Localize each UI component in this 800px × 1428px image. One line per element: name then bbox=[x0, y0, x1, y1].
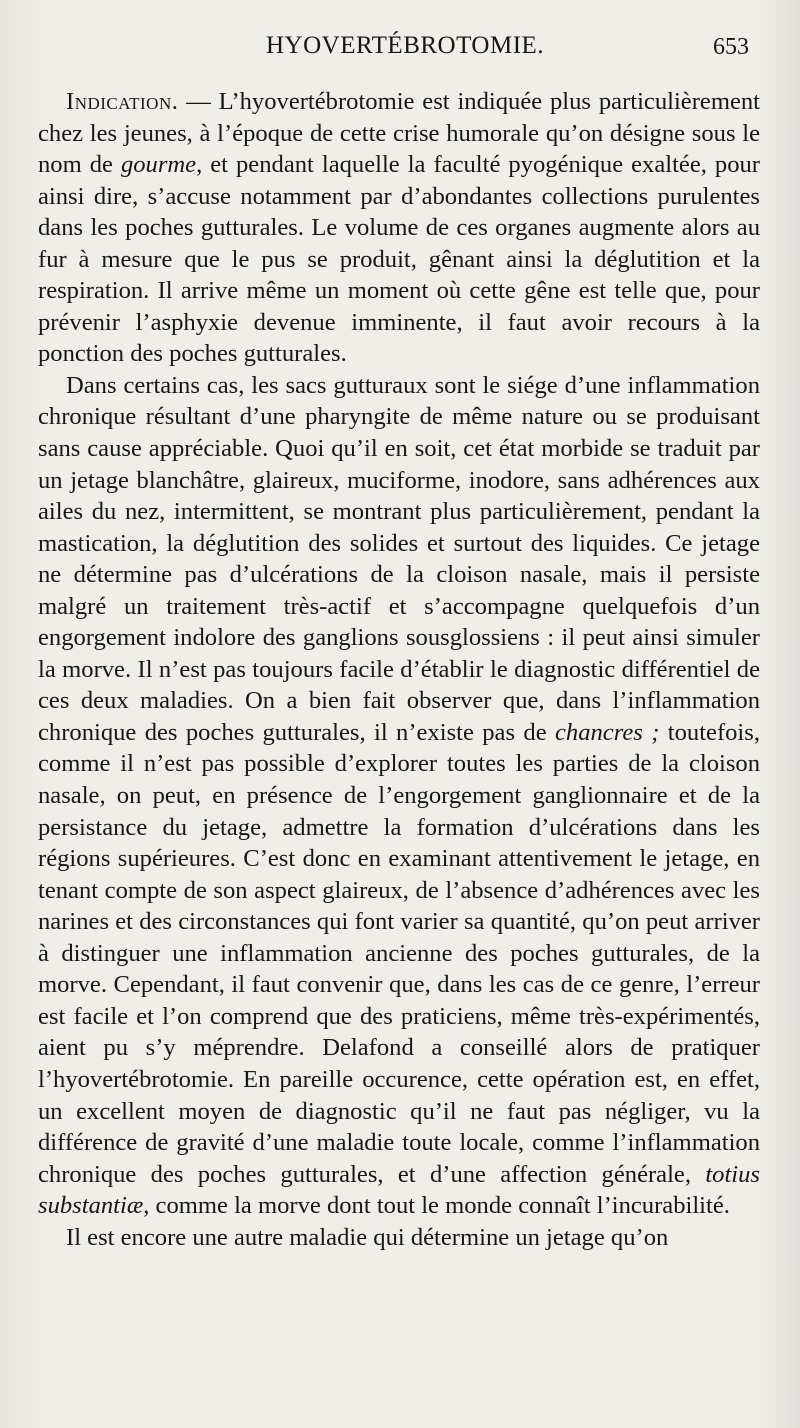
paragraph-text: — L’hyovertébrotomie est indiquée plus particulièrement chez les jeunes, à l’époque de cette crise humorale qu’on désigne sous le nom de bbox=[38, 88, 760, 179]
section-lead: Indication. bbox=[66, 88, 179, 115]
paragraph-text: Dans certains cas, les sacs gutturaux sont le siége d’une inflammation chronique résultant d’une pharyngite de même nature ou se produisant sans cause appréciable. Quoi qu’il en soit, cet état morbide se traduit par un jetage blanchâtre, glaireux, muciforme, inodore, sans adhérences aux ailes du nez, intermittent, se montrant plus particulièrement, pendant la mastication, la déglutition des solides et surtout des liquides. Ce jetage ne détermine pas d’ulcérations de la cloison nasale, mais il persiste malgré un traitement très-actif et s’accompagne quelquefois d’un engorgement indolore des ganglions sousglossiens : il peut ainsi simuler la morve. Il n’est pas toujours facile d’établir le diagnostic différentiel de ces deux maladies. On a bien fait observer que, dans l’inflammation chronique des poches gutturales, il n’existe pas de bbox=[38, 371, 760, 746]
italic-term: chancres ; bbox=[554, 718, 660, 746]
page-number: 653 bbox=[713, 34, 749, 60]
paragraph-text: toutefois, comme il n’est pas possible d’explorer toutes les parties de la cloison nasale, on peut, en présence de l’engorgement ganglionnaire et de la persistance du jetage, admettre la formation d’ulcérations dans les régions supérieures. C’est donc en examinant attentivement le jetage, en tenant compte de son aspect glaireux, de l’absence d’adhérences avec les narines et des circonstances qui font varier sa quantité, qu’on peut arriver à distinguer une inflammation ancienne des poches gutturales, de la morve. Cependant, il faut convenir que, dans les cas de ce genre, l’erreur est facile et l’on comprend que des praticiens, même très-expérimentés, aient pu s’y méprendre. Delafond a conseillé alors de pratiquer l’hyovertébrotomie. En pareille occurence, cette opération est, en effet, un excellent moyen de diagnostic qu’il ne faut pas négliger, vu la différence de gravité d’une maladie toute locale, comme l’inflammation chronique des poches gutturales, et d’une affection générale, bbox=[38, 718, 760, 1188]
paragraph-text: , comme la morve dont tout le monde connaît l’incurabilité. bbox=[143, 1192, 730, 1220]
body-text bbox=[38, 86, 760, 1253]
running-title: HYOVERTÉBROTOMIE. bbox=[266, 32, 545, 59]
paragraph-other-disease bbox=[38, 1222, 760, 1254]
paragraph-chronic-inflammation bbox=[38, 370, 760, 1222]
italic-term: totius substantiæ bbox=[38, 1160, 760, 1220]
paragraph-text: , et pendant laquelle la faculté pyogénique exaltée, pour ainsi dire, s’accuse notamment par d’abondantes collections purulentes dans les poches gutturales. Le volume de ces organes augmente alors au fur à mesure que le pus se produit, gênant ainsi la déglutition et la respiration. Il arrive même un moment où cette gêne est telle que, pour prévenir l’asphyxie devenue imminente, il faut avoir recours à la ponction des poches gutturales. bbox=[38, 151, 760, 368]
paragraph-indication bbox=[38, 86, 760, 370]
paragraph-text: Il est encore une autre maladie qui détermine un jetage qu’on bbox=[66, 1223, 669, 1251]
running-head bbox=[0, 32, 800, 66]
italic-term: gourme bbox=[120, 151, 197, 179]
